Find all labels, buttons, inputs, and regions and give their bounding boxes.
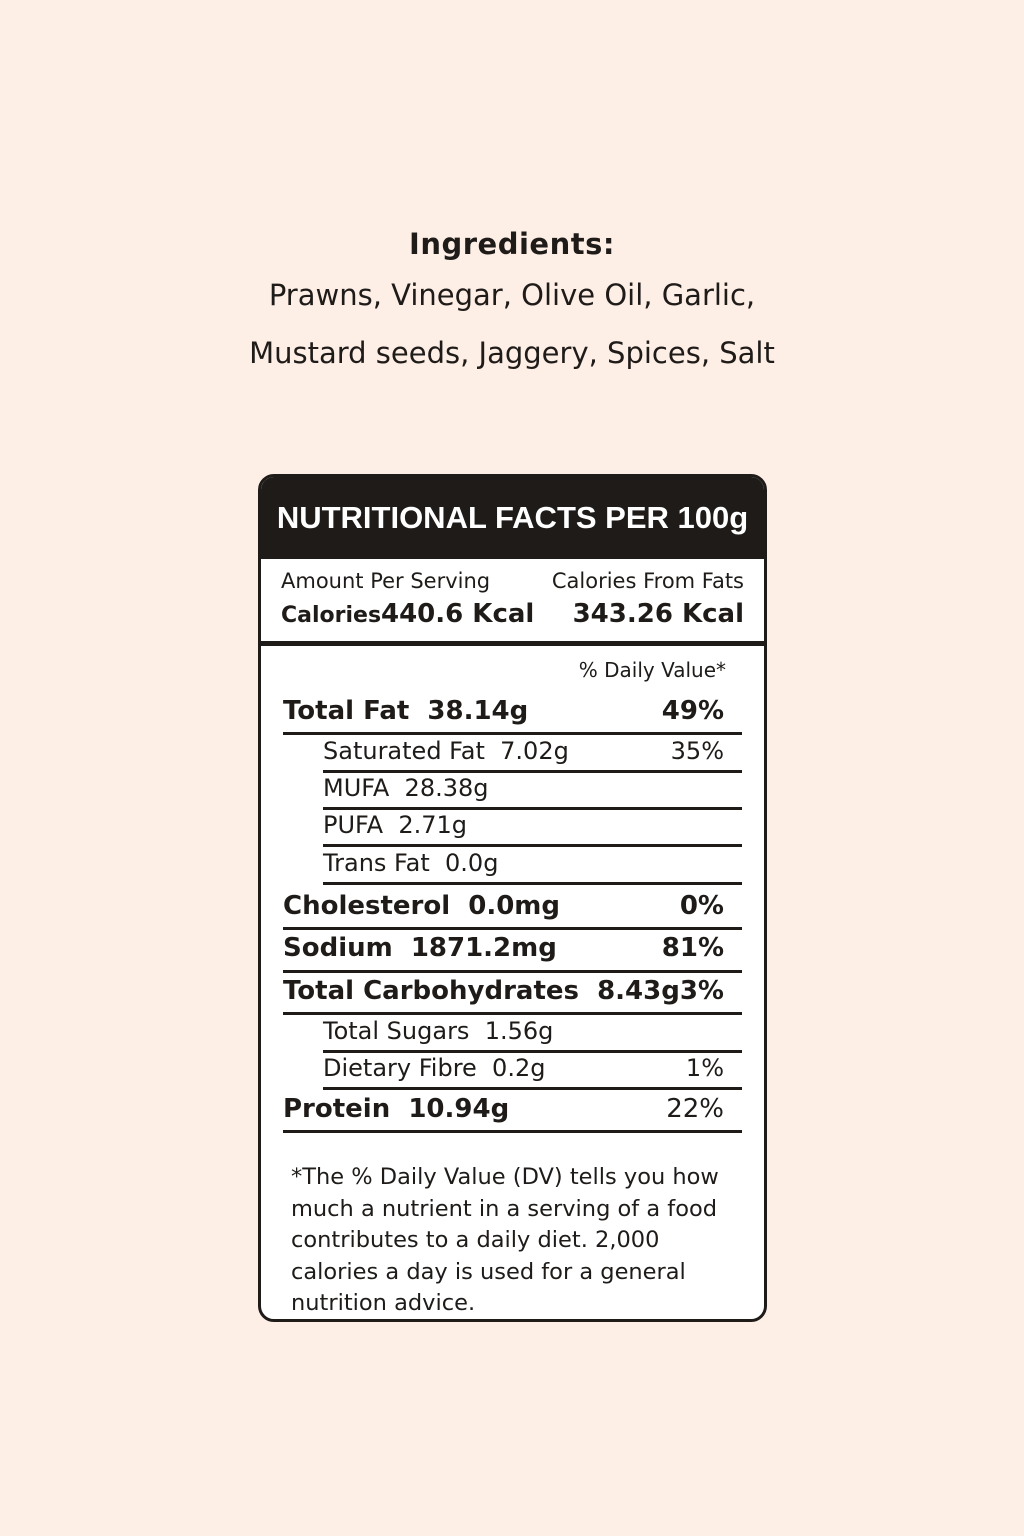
ingredients-section [0, 222, 1024, 382]
calories-from-fats-label: Calories From Fats [551, 569, 744, 593]
ingredients-line-1: Prawns, Vinegar, Olive Oil, Garlic, [268, 278, 756, 312]
nutrient-percent: 49% [661, 696, 724, 726]
row-divider [283, 970, 742, 973]
daily-value-header: % Daily Value* [578, 658, 726, 682]
ingredients-line-2: Mustard seeds, Jaggery, Spices, Salt [249, 336, 775, 370]
calories-value: 440.6 Kcal [381, 599, 535, 629]
row-divider [323, 770, 742, 773]
row-divider [323, 844, 742, 847]
nutrient-percent: 1% [685, 1054, 724, 1082]
nutrition-facts-header: NUTRITIONAL FACTS PER 100g [261, 477, 764, 559]
row-divider [283, 1012, 742, 1015]
nutrient-name: Dietary Fibre 0.2g [323, 1054, 546, 1082]
row-divider [323, 882, 742, 885]
nutrient-name: MUFA 28.38g [323, 774, 489, 802]
row-divider [323, 807, 742, 810]
nutrient-name: Saturated Fat 7.02g [323, 737, 569, 765]
nutrition-facts-label [258, 474, 767, 1322]
row-divider [323, 1050, 742, 1053]
nutrient-name: Trans Fat 0.0g [323, 849, 499, 877]
nutrient-percent: 3% [679, 976, 724, 1006]
daily-value-footnote: *The % Daily Value (DV) tells you how much a nutrient in a serving of a food contributes to a daily diet. 2,000 calories a day is used for a general nutrition advice. [291, 1164, 719, 1316]
nutrient-name: Total Fat 38.14g [283, 696, 529, 726]
calories-from-fats-value: 343.26 Kcal [572, 599, 744, 629]
row-divider [283, 927, 742, 930]
calories-label: Calories [281, 603, 382, 628]
nutrient-name: Total Carbohydrates 8.43g [283, 976, 680, 1006]
row-divider [283, 732, 742, 735]
nutrient-name: Total Sugars 1.56g [323, 1017, 554, 1045]
nutrient-percent: 22% [666, 1094, 724, 1124]
nutrient-percent: 35% [670, 737, 724, 765]
row-divider [283, 1130, 742, 1133]
calories-block [261, 559, 764, 646]
ingredients-title: Ingredients: [409, 227, 615, 261]
row-divider [323, 1087, 742, 1090]
nutrient-percent: 81% [661, 933, 724, 963]
nutrient-percent: 0% [679, 891, 724, 921]
nutrient-name: Protein 10.94g [283, 1094, 510, 1124]
nutrient-name: Sodium 1871.2mg [283, 933, 557, 963]
nutrient-name: PUFA 2.71g [323, 811, 467, 839]
amount-per-serving-label: Amount Per Serving [281, 569, 491, 593]
nutrient-name: Cholesterol 0.0mg [283, 891, 560, 921]
